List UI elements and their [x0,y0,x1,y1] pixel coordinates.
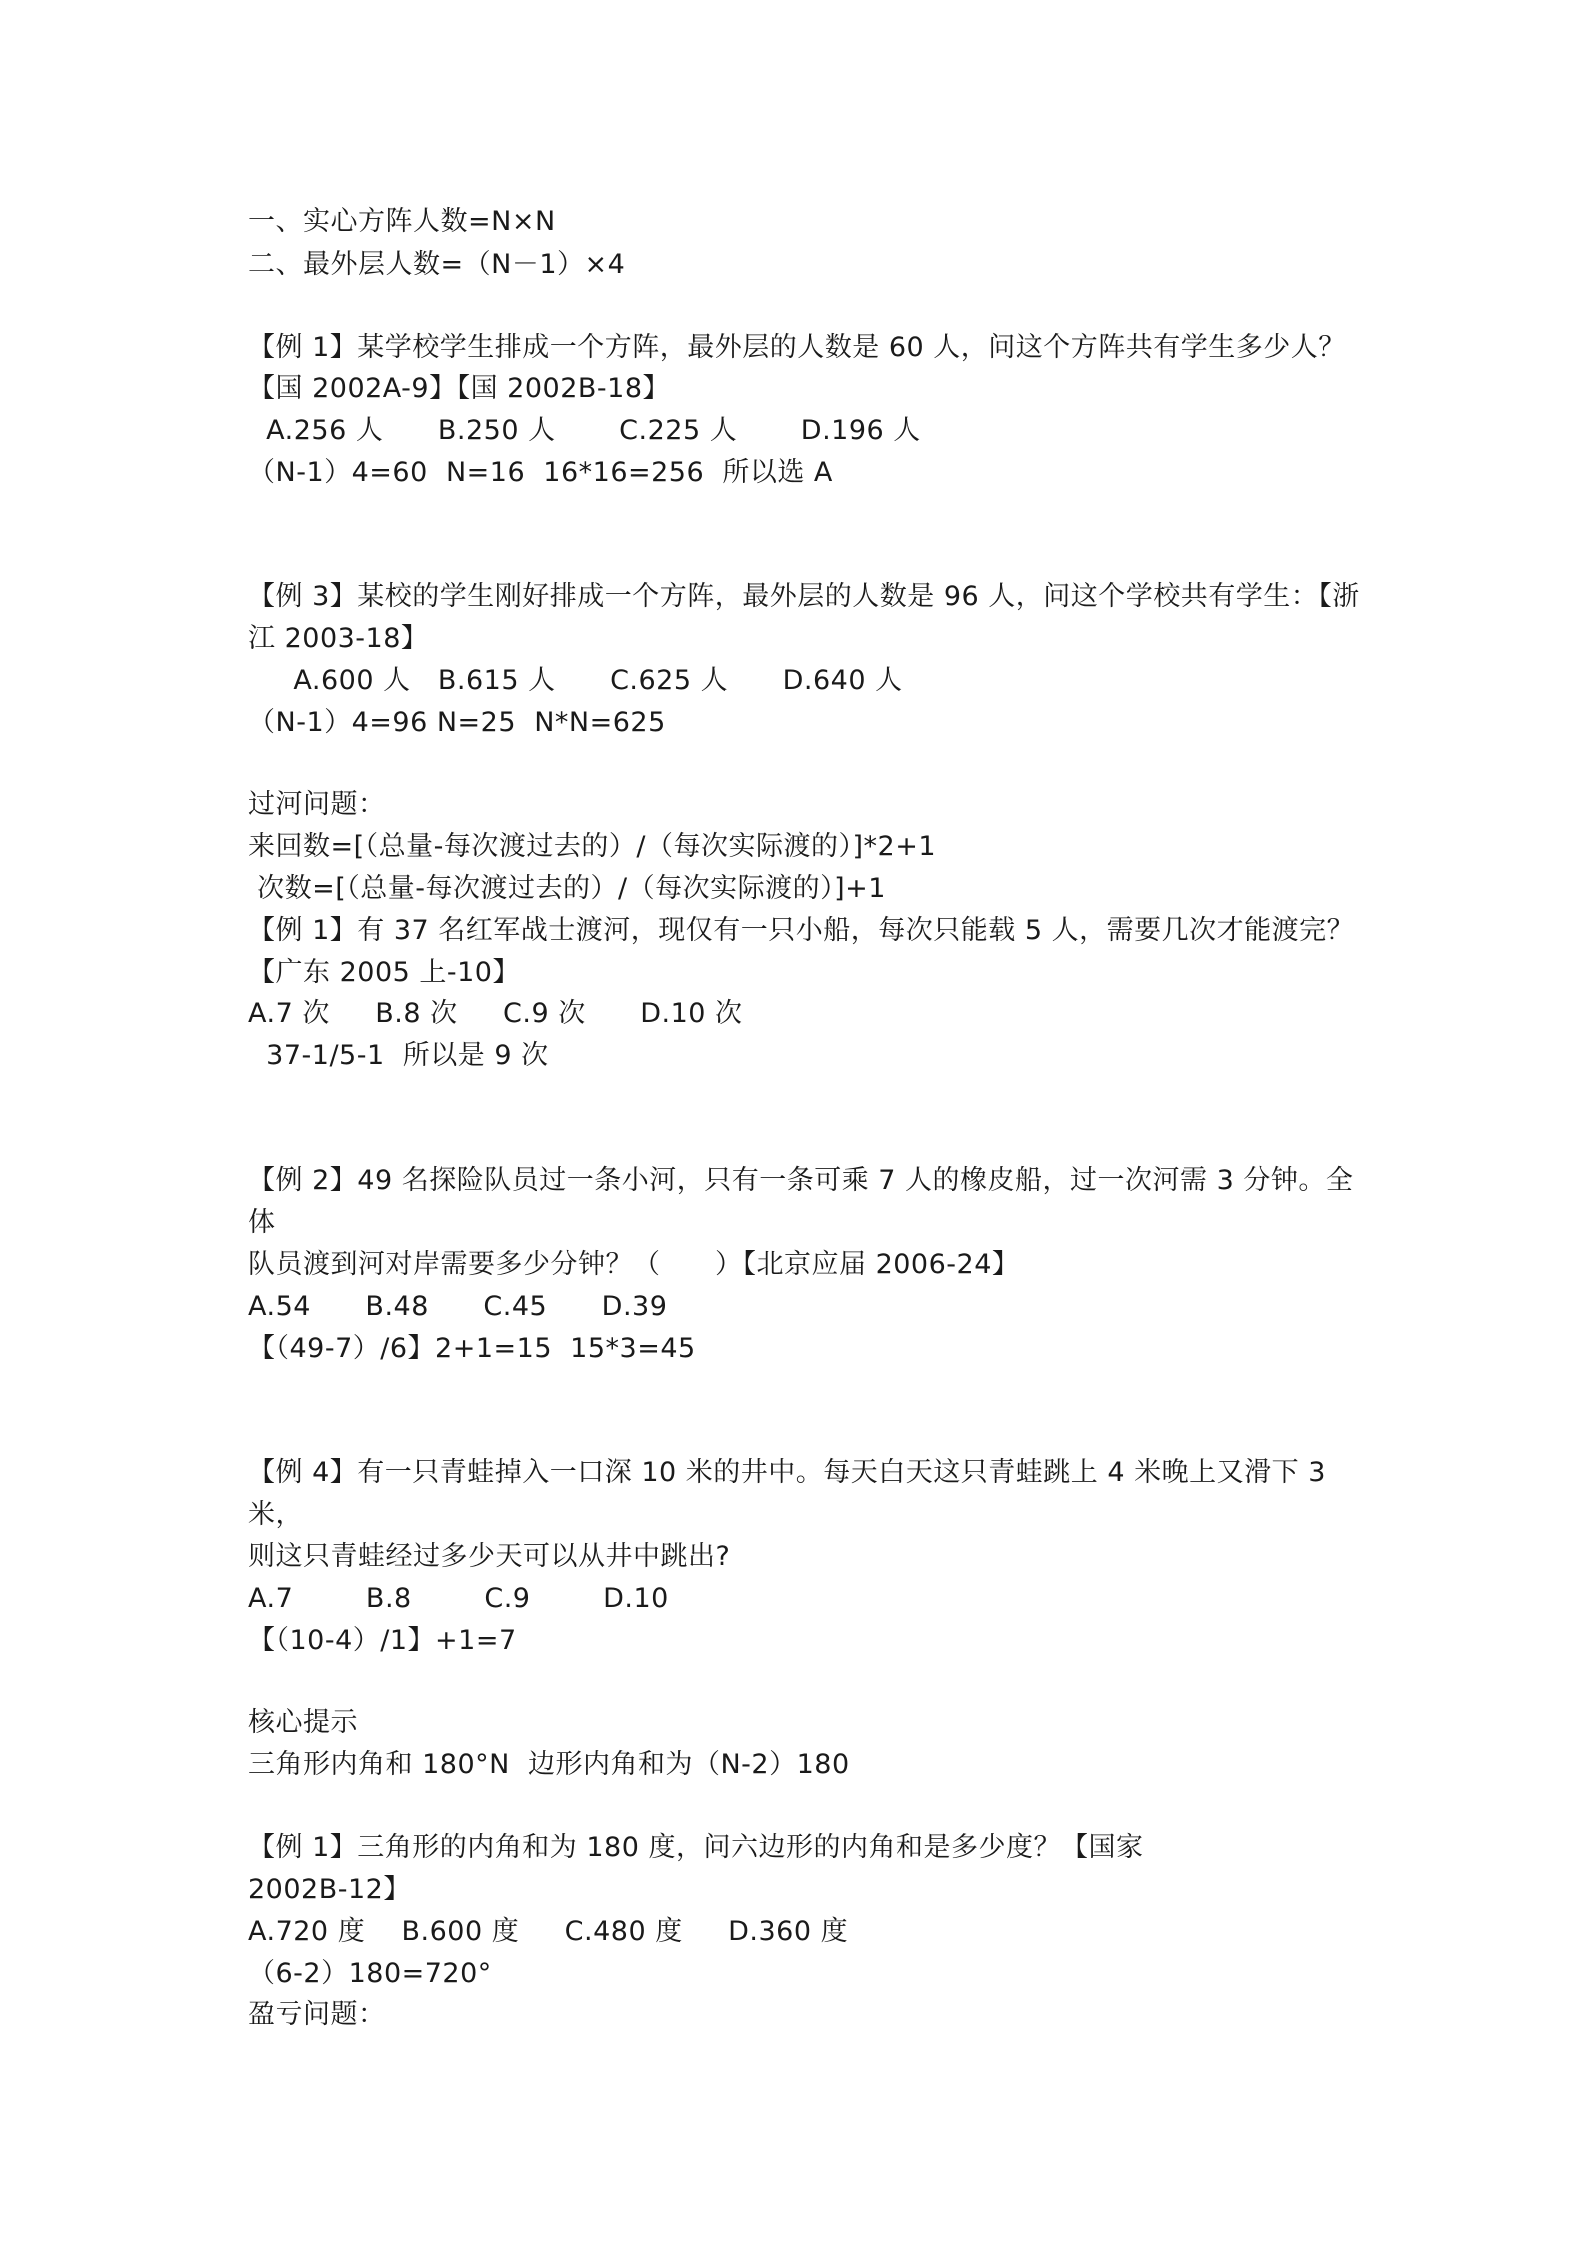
formula-outer-layer: 二、最外层人数=（N－1）×4 [248,249,626,280]
example-source: 江 2003-18】 [248,623,429,654]
section-heading: 盈亏问题： [248,1999,386,2030]
example-question: 【例 4】有一只青蛙掉入一口深 10 米的井中。每天白天这只青蛙跳上 4 米晚上又滑下 3 [248,1457,1326,1488]
example-source: 【广东 2005 上-10】 [248,957,520,988]
example-question-wrap: 体 [248,1207,276,1238]
example-question: 【例 1】某学校学生排成一个方阵，最外层的人数是 60 人，问这个方阵共有学生多少人？ [248,332,1346,363]
example-solution: （6-2）180=720° [248,1958,492,1989]
example-solution: 【（10-4）/1】+1=7 [248,1625,517,1656]
example-question-wrap: 米， [248,1499,303,1530]
example-question: 【例 3】某校的学生刚好排成一个方阵，最外层的人数是 96 人，问这个学校共有学生：【浙 [248,581,1360,612]
section-heading: 核心提示 [248,1707,358,1738]
example-question: 【例 1】有 37 名红军战士渡河，现仅有一只小船，每次只能载 5 人，需要几次才能渡完？ [248,915,1355,946]
example-options: A.7 B.8 C.9 D.10 [248,1583,669,1614]
example-solution: （N-1）4=96 N=25 N*N=625 [248,707,666,738]
example-source: 【国 2002A-9】【国 2002B-18】 [248,373,671,404]
example-question: 【例 1】三角形的内角和为 180 度，问六边形的内角和是多少度？【国家 [248,1832,1144,1863]
section-heading: 过河问题： [248,789,386,820]
example-question-cont: 则这只青蛙经过多少天可以从井中跳出? [248,1541,731,1572]
example-options: A.720 度 B.600 度 C.480 度 D.360 度 [248,1916,849,1947]
formula-trips: 次数=[（总量-每次渡过去的）/（每次实际渡的）]+1 [248,873,886,904]
example-solution: 【（49-7）/6】2+1=15 15*3=45 [248,1333,696,1364]
formula-round-trips: 来回数=[（总量-每次渡过去的）/（每次实际渡的）]*2+1 [248,831,937,862]
formula-angle-sum: 三角形内角和 180°N 边形内角和为（N-2）180 [248,1749,850,1780]
example-options: A.54 B.48 C.45 D.39 [248,1291,668,1322]
example-solution: （N-1）4=60 N=16 16*16=256 所以选 A [248,457,833,488]
example-options: A.600 人 B.615 人 C.625 人 D.640 人 [248,665,903,696]
formula-solid-square: 一、实心方阵人数=N×N [248,206,556,237]
example-options: A.256 人 B.250 人 C.225 人 D.196 人 [248,415,921,446]
example-solution: 37-1/5-1 所以是 9 次 [248,1040,549,1071]
example-source: 2002B-12】 [248,1874,411,1905]
example-question-cont: 队员渡到河对岸需要多少分钟？（ ）【北京应届 2006-24】 [248,1249,1020,1280]
example-question: 【例 2】49 名探险队员过一条小河，只有一条可乘 7 人的橡皮船，过一次河需 3 分钟。全 [248,1165,1354,1196]
example-options: A.7 次 B.8 次 C.9 次 D.10 次 [248,998,743,1029]
